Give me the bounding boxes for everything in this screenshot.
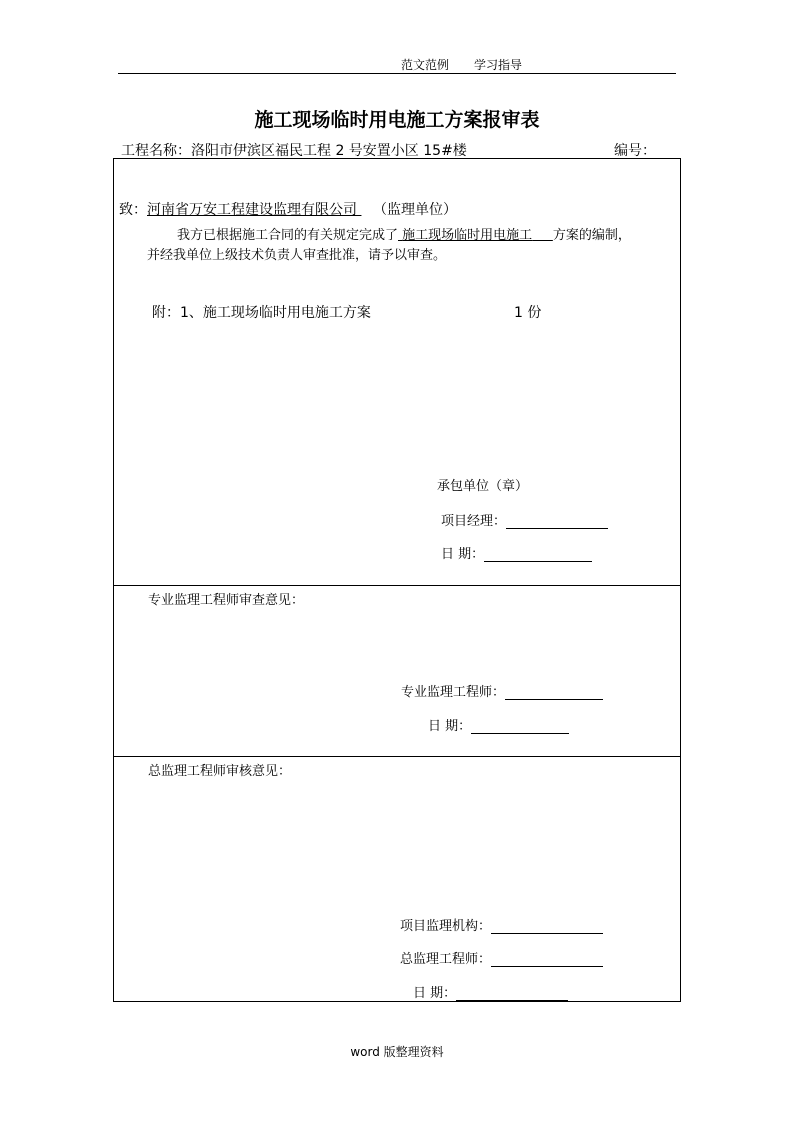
contractor-seal-label: 承包单位（章） xyxy=(437,479,529,494)
chief-date-row xyxy=(413,982,568,1001)
attachment-count: 1 份 xyxy=(514,305,542,321)
project-manager-row xyxy=(441,510,608,529)
header-item-2: 学习指导 xyxy=(474,58,523,72)
chief-opinion-label: 总监理工程师审核意见： xyxy=(148,764,292,779)
engineer-date-row xyxy=(428,715,569,734)
engineer-date-label: 日 期： xyxy=(428,719,472,734)
header-item-1: 范文范例 xyxy=(401,58,450,72)
supervisor-company: 河南省万安工程建设监理有限公司 xyxy=(147,202,357,218)
supervision-org-row xyxy=(400,915,603,934)
chief-date-label: 日 期： xyxy=(413,986,457,1001)
project-name: 工程名称：洛阳市伊滨区福民工程 2 号安置小区 15#楼 xyxy=(121,143,467,159)
chief-date-line[interactable] xyxy=(456,986,568,1001)
body-prefix: 我方已根据施工合同的有关规定完成了 xyxy=(177,228,399,243)
chief-engineer-row xyxy=(400,948,603,967)
chief-engineer-signature-line[interactable] xyxy=(491,952,603,967)
recipient-blank xyxy=(357,202,373,218)
form-title: 施工现场临时用电施工方案报审表 xyxy=(254,109,540,131)
engineer-row xyxy=(401,681,603,700)
supervision-org-line[interactable] xyxy=(491,919,603,934)
scheme-name-text: 施工现场临时用电施工 xyxy=(402,228,533,243)
engineer-opinion-label: 专业监理工程师审查意见： xyxy=(148,593,305,608)
body-suffix: 方案的编制， xyxy=(552,228,631,243)
recipient-suffix: （监理单位） xyxy=(373,202,457,218)
project-manager-label: 项目经理： xyxy=(441,514,507,529)
contractor-date-line[interactable] xyxy=(484,547,592,562)
to-prefix: 致： xyxy=(119,202,147,218)
engineer-date-line[interactable] xyxy=(471,719,569,734)
recipient-line xyxy=(119,199,457,219)
number-label: 编号： xyxy=(614,143,656,159)
supervision-org-label: 项目监理机构： xyxy=(400,919,492,934)
attachment-label: 附：1、施工现场临时用电施工方案 xyxy=(152,305,371,321)
engineer-label: 专业监理工程师： xyxy=(401,685,506,700)
scheme-name xyxy=(398,228,553,243)
section-divider-2 xyxy=(114,756,680,757)
chief-engineer-label: 总监理工程师： xyxy=(400,952,492,967)
form-table xyxy=(113,158,681,1002)
footer-note: word 版整理资料 xyxy=(350,1045,444,1059)
header-rule xyxy=(118,73,676,74)
body-line-2: 并经我单位上级技术负责人审查批准，请予以审查。 xyxy=(147,248,447,263)
contractor-date-row xyxy=(441,543,592,562)
contractor-date-label: 日 期： xyxy=(441,547,485,562)
body-line-1 xyxy=(177,224,631,243)
project-manager-signature-line[interactable] xyxy=(506,514,608,529)
engineer-signature-line[interactable] xyxy=(505,685,603,700)
section-divider-1 xyxy=(114,585,680,586)
